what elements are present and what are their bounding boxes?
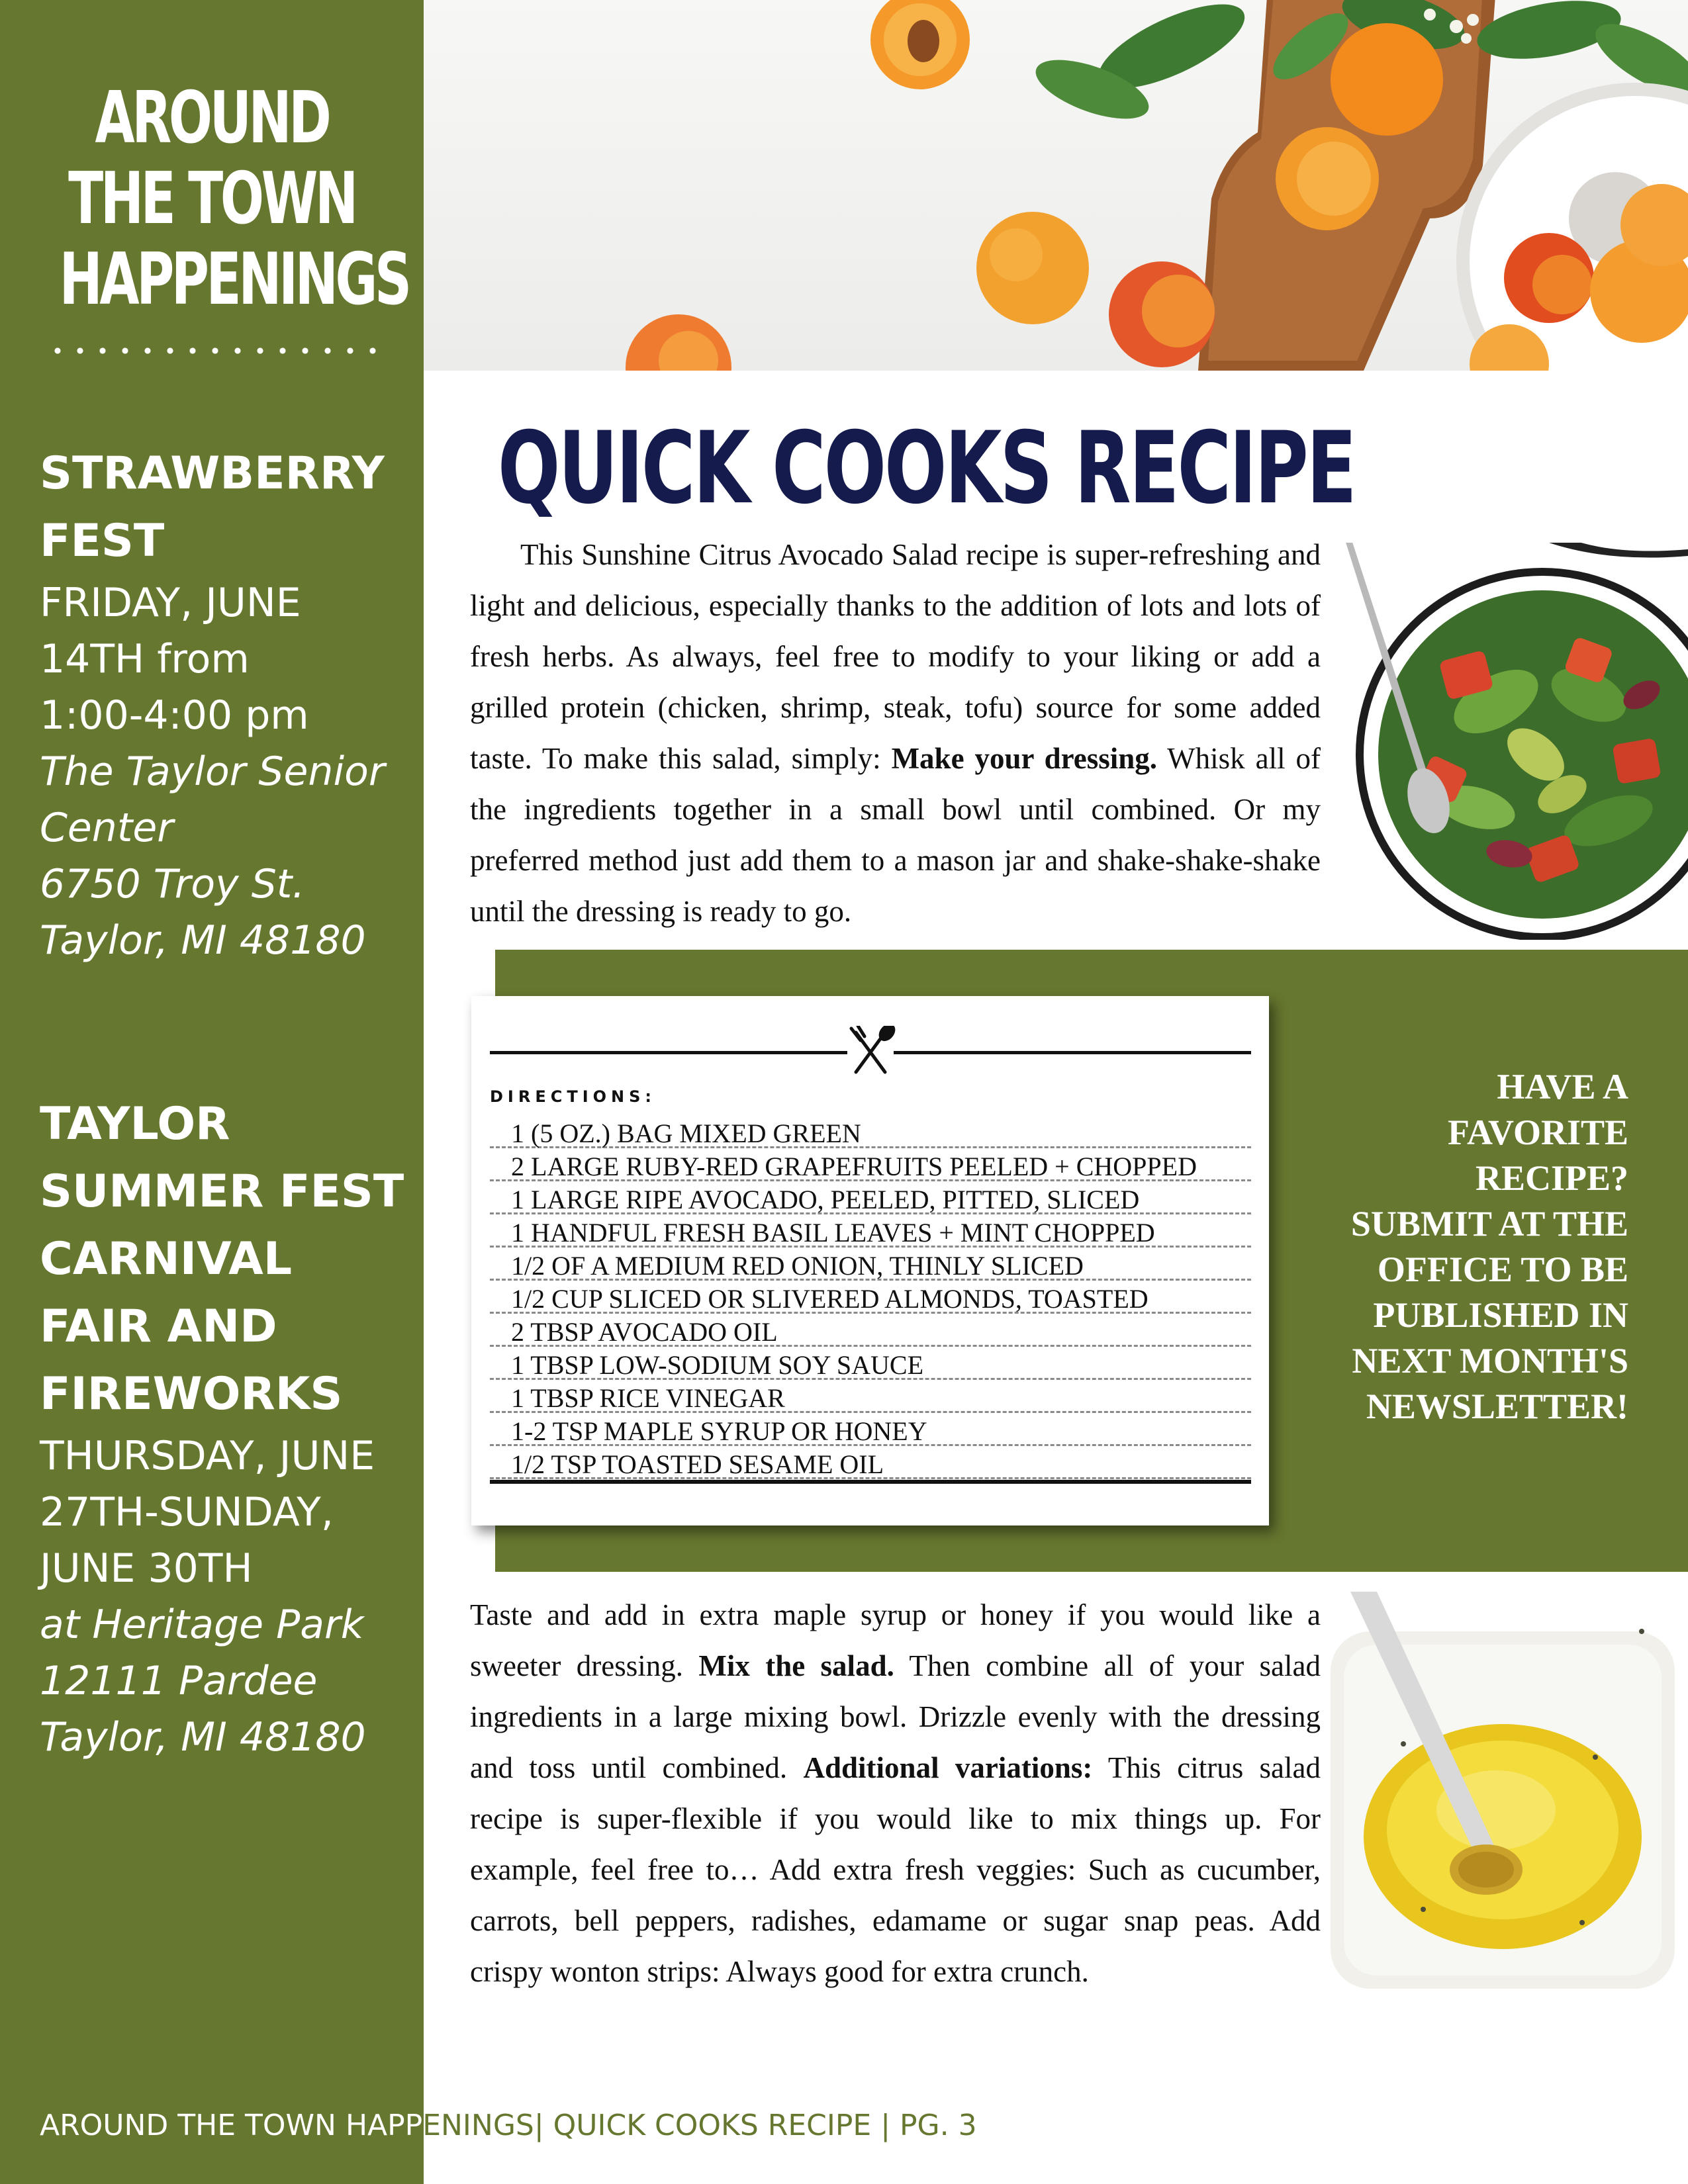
ingredient-item: 1-2 TSP MAPLE SYRUP OR HONEY xyxy=(490,1413,1251,1446)
dressing-jar-with-spoon-photo xyxy=(1331,1592,1675,1989)
dressing-jar-illustration xyxy=(1331,1592,1675,1989)
ingredient-item: 1 (5 OZ.) BAG MIXED GREEN xyxy=(490,1115,1251,1148)
event-title-line: FAIR AND xyxy=(40,1300,277,1353)
promo-line: OFFICE TO BE xyxy=(1377,1250,1628,1289)
method-bold-step: Mix the salad. xyxy=(698,1649,894,1682)
method-text: Taste and add in extra maple syrup or honey if you would like a sweeter dressing. xyxy=(470,1598,1321,1682)
method-text: Then combine all of your salad ingredients in a large mixing bowl. Drizzle evenly with the dressing and toss until combined. xyxy=(470,1649,1321,1784)
recipe-card xyxy=(471,996,1269,1525)
event-title-line: STRAWBERRY xyxy=(40,447,385,500)
ingredient-item: 1 TBSP RICE VINEGAR xyxy=(490,1380,1251,1413)
footer-right-text: ENINGS| QUICK COOKS RECIPE | PG. 3 xyxy=(422,2109,977,2142)
directions-label: DIRECTIONS: xyxy=(490,1087,657,1106)
recipe-method-paragraph xyxy=(470,1590,1321,1997)
event-taylor-summer-fest xyxy=(40,1091,410,1766)
promo-line: NEWSLETTER! xyxy=(1366,1387,1628,1426)
event-date-line: 14TH from xyxy=(40,636,250,682)
masthead-line: HAPPENINGS xyxy=(59,238,409,321)
card-bottom-rule xyxy=(490,1480,1251,1484)
intro-bold-step: Make your dressing. xyxy=(891,742,1158,775)
event-date-line: THURSDAY, JUNE xyxy=(40,1433,375,1479)
ingredient-item: 1/2 OF A MEDIUM RED ONION, THINLY SLICED xyxy=(490,1248,1251,1281)
event-location-line: Taylor, MI 48180 xyxy=(40,1714,366,1760)
masthead-line: AROUND xyxy=(95,77,329,159)
ingredient-item: 1/2 TSP TOASTED SESAME OIL xyxy=(490,1446,1251,1479)
event-location-line: Center xyxy=(40,805,173,851)
event-title-line: FIREWORKS xyxy=(40,1368,343,1420)
method-bold-step: Additional variations: xyxy=(803,1751,1093,1784)
fork-spoon-divider xyxy=(490,1026,1251,1079)
citrus-avocado-salad-bowl-photo xyxy=(1344,543,1688,940)
masthead-line: THE TOWN xyxy=(68,158,355,240)
ingredient-item: 2 TBSP AVOCADO OIL xyxy=(490,1314,1251,1347)
event-title-line: FEST xyxy=(40,515,165,567)
event-date-line: JUNE 30TH xyxy=(40,1545,253,1592)
recipe-intro-paragraph xyxy=(470,529,1321,937)
footer-left-text: AROUND THE TOWN HAPP xyxy=(40,2109,423,2142)
ingredient-item: 2 LARGE RUBY-RED GRAPEFRUITS PEELED + CHOPPED xyxy=(490,1148,1251,1181)
ingredient-item: 1/2 CUP SLICED OR SLIVERED ALMONDS, TOASTED xyxy=(490,1281,1251,1314)
intro-text: This Sunshine Citrus Avocado Salad recipe is super-refreshing and light and delicious, especially thanks to the addition of lots and lots of fresh herbs. As always, feel free to modify to your liking or add a grilled protein (chicken, shrimp, steak, tofu) source for some added taste. To make this salad, simply: xyxy=(470,538,1321,775)
ingredient-list xyxy=(490,1115,1251,1479)
method-text: This citrus salad recipe is super-flexible if you would like to mix things up. For example, feel free to… Add extra fresh veggies: Such as cucumber, carrots, bell peppers, radishes, edamame or sugar snap peas. Add crispy wonton strips: Always good for extra crunch. xyxy=(470,1751,1321,1988)
promo-line: PUBLISHED IN xyxy=(1373,1295,1628,1335)
promo-line: HAVE A xyxy=(1497,1067,1628,1107)
event-location-line: Taylor, MI 48180 xyxy=(40,917,366,964)
event-location-line: The Taylor Senior xyxy=(40,749,385,795)
ingredient-item: 1 HANDFUL FRESH BASIL LEAVES + MINT CHOPPED xyxy=(490,1214,1251,1248)
page-title: QUICK COOKS RECIPE xyxy=(498,411,1355,526)
event-date-line: FRIDAY, JUNE xyxy=(40,580,301,626)
event-date-line: 27TH-SUNDAY, xyxy=(40,1489,334,1535)
event-date-line: 1:00-4:00 pm xyxy=(40,692,309,739)
event-location-line: 6750 Troy St. xyxy=(40,861,305,907)
submit-recipe-promo xyxy=(1284,1064,1628,1430)
ingredient-item: 1 LARGE RIPE AVOCADO, PEELED, PITTED, SLICED xyxy=(490,1181,1251,1214)
page-footer xyxy=(40,2105,977,2147)
promo-line: RECIPE? xyxy=(1475,1158,1628,1198)
masthead xyxy=(59,77,409,321)
apricots-illustration xyxy=(424,0,1688,371)
dotted-divider xyxy=(46,344,377,357)
event-title-line: TAYLOR xyxy=(40,1098,230,1150)
promo-line: FAVORITE xyxy=(1448,1113,1628,1152)
apricots-on-cutting-board-photo xyxy=(424,0,1688,371)
salad-bowl-illustration xyxy=(1344,543,1688,940)
event-strawberry-fest xyxy=(40,440,410,969)
event-location-line: at Heritage Park xyxy=(40,1602,364,1648)
event-title-line: CARNIVAL xyxy=(40,1233,293,1285)
event-title-line: SUMMER FEST xyxy=(40,1165,404,1218)
ingredient-item: 1 TBSP LOW-SODIUM SOY SAUCE xyxy=(490,1347,1251,1380)
promo-line: SUBMIT AT THE xyxy=(1350,1204,1628,1244)
intro-text: Whisk all of the ingredients together in a small bowl until combined. Or my preferred method just add them to a mason jar and shake-shake-shake until the dressing is ready to go. xyxy=(470,742,1321,928)
fork-spoon-icon xyxy=(851,1026,896,1072)
promo-line: NEXT MONTH'S xyxy=(1352,1341,1628,1381)
event-location-line: 12111 Pardee xyxy=(40,1658,318,1704)
